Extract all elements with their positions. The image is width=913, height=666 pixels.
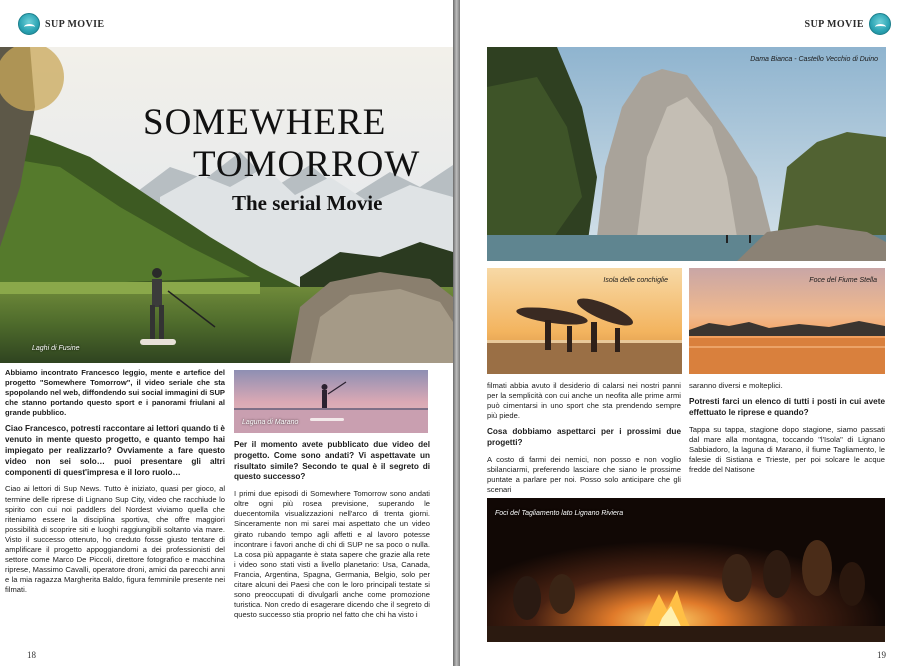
magazine-name-right: SUP MOVIE bbox=[804, 18, 864, 30]
right-col2-text: saranno diversi e molteplici. bbox=[689, 381, 783, 390]
answer-2: I primi due episodi di Somewhere Tomorrow sono andati oltre ogni più rosea previsione, superando le duecentomila visualizzazioni nell'arco di trenta giorni. Sinceramente non mi sarei mai aspettato che un video girato rubando tempo agli affetti e al lavoro potesse incontrare i favori anche di chi di SUP ne sa poco o nulla. La cosa più appagante è stata sapere che grazie alla rete i video sono stati visti a livello planetario: Usa, Canada, Francia, Argentina, Spagna, Germania, Belgio, solo per citare alcuni dei Paesi che con le loro principali testate si sono preoccupati di divulgarli anche come promozione turistica. Non credo di esagerare dicendo che il segreto di questo successo stia proprio nel fatto che chi ha visto i bbox=[234, 489, 430, 620]
inset-caption: Laguna di Marano bbox=[242, 419, 299, 426]
left-page-header bbox=[18, 10, 104, 38]
answer-1: Ciao ai lettori di Sup News. Tutto è iniziato, quasi per gioco, al termine delle riprese di Lignano Sup City, video che racchiude lo spirito con cui noi paddlers del Nordest viviamo quella che riteniamo essere la disciplina sportiva, che offre maggiori possibilità di scoprire siti e luoghi raggiungibili soltanto via mare. Visto il successo ottenuto, ho creduto fosse giusto tentare di amplificare il progetto appoggiandomi a dei professionisti del settore come Marco De Piccoli, direttore fotografico e macchina riprese, Massimo Cavalli, operatore droni, amici da parecchi anni e la mia ragazza Margherita Baldo, figura femminile presente nei filmati. bbox=[5, 484, 225, 595]
cliff-castle-image bbox=[487, 47, 886, 261]
question-4: Potresti farci un elenco di tutti i posti in cui avete effettuato le riprese e quando? bbox=[689, 397, 885, 417]
right-page-header bbox=[805, 10, 891, 38]
isola-photo bbox=[487, 268, 682, 374]
right-column bbox=[234, 440, 430, 626]
sup-logo-icon bbox=[18, 13, 40, 35]
sup-logo-icon-right bbox=[869, 13, 891, 35]
right-page-column-2 bbox=[689, 381, 885, 481]
intro-paragraph: Abbiamo incontrato Francesco leggio, mente e artefice del progetto "Somewhere Tomorrow", il video seriale che sta spopolando nel web, diffondendo sui social immagini di SUP che stanno portando questo sport e i panorami friulani al grande pubblico. bbox=[5, 368, 225, 418]
right-page-column-1 bbox=[487, 381, 681, 501]
page-number-left: 18 bbox=[27, 650, 36, 660]
dama-bianca-caption: Dama Bianca - Castello Vecchio di Duino bbox=[750, 56, 878, 63]
campfire-caption: Foci del Tagliamento lato Lignano Riviera bbox=[495, 510, 624, 517]
stella-photo bbox=[689, 268, 885, 374]
question-3: Cosa dobbiamo aspettarci per i prossimi due progetti? bbox=[487, 427, 681, 448]
question-2: Per il momento avete pubblicato due video del progetto. Come sono andati? Vi aspettavate un risultato simile? Secondo te qual è il segreto di questo successo? bbox=[234, 440, 430, 482]
left-page bbox=[0, 0, 453, 666]
hero-caption: Laghi di Fusine bbox=[32, 345, 80, 352]
page-number-right: 19 bbox=[877, 650, 886, 660]
article-title-line1: SOMEWHERE bbox=[143, 102, 387, 143]
campfire-photo bbox=[487, 498, 885, 642]
campfire-image bbox=[487, 498, 885, 642]
book-spine bbox=[453, 0, 460, 666]
answer-3: A costo di farmi dei nemici, non posso e non voglio sbilanciarmi, preferendo lasciare che siano le prossime puntate a parlare per noi. Posso solo anticipare che gli scenari bbox=[487, 454, 681, 495]
article-title-line2: TOMORROW bbox=[193, 144, 421, 185]
right-col1-text: filmati abbia avuto il desiderio di calarsi nei nostri panni per la semplicità con cui anche un neofita alle prime armi può cimentarsi in uno sport che sta prendendo sempre più piede. bbox=[487, 381, 681, 421]
isola-caption: Isola delle conchiglie bbox=[603, 277, 668, 284]
hero-photo bbox=[0, 47, 453, 363]
left-column bbox=[5, 368, 225, 601]
inset-photo bbox=[234, 370, 428, 433]
right-page bbox=[460, 0, 913, 666]
dama-bianca-photo bbox=[487, 47, 886, 261]
article-subtitle: The serial Movie bbox=[232, 191, 383, 215]
stella-caption: Foce del Fiume Stella bbox=[809, 277, 877, 284]
magazine-name: SUP MOVIE bbox=[45, 18, 105, 30]
hero-landscape-image bbox=[0, 47, 453, 363]
question-1: Ciao Francesco, potresti raccontare ai lettori quando ti è venuto in mente questo progetto, e quanto tempo hai impiegato per realizzarlo? Ovviamente a fare questo video non sei solo… puoi presentare gli altri componenti di quest'impresa e il loro ruolo… bbox=[5, 424, 225, 477]
answer-4: Tappa su tappa, stagione dopo stagione, siamo passati dal mare alla montagna, toccando "l'Isola" di Lignano Sabbiadoro, la laguna di Marano, il fiume Tagliamento, le falesie di Sistiana e Trieste, per poi solcare le acque fredde del Natisone bbox=[689, 424, 885, 475]
